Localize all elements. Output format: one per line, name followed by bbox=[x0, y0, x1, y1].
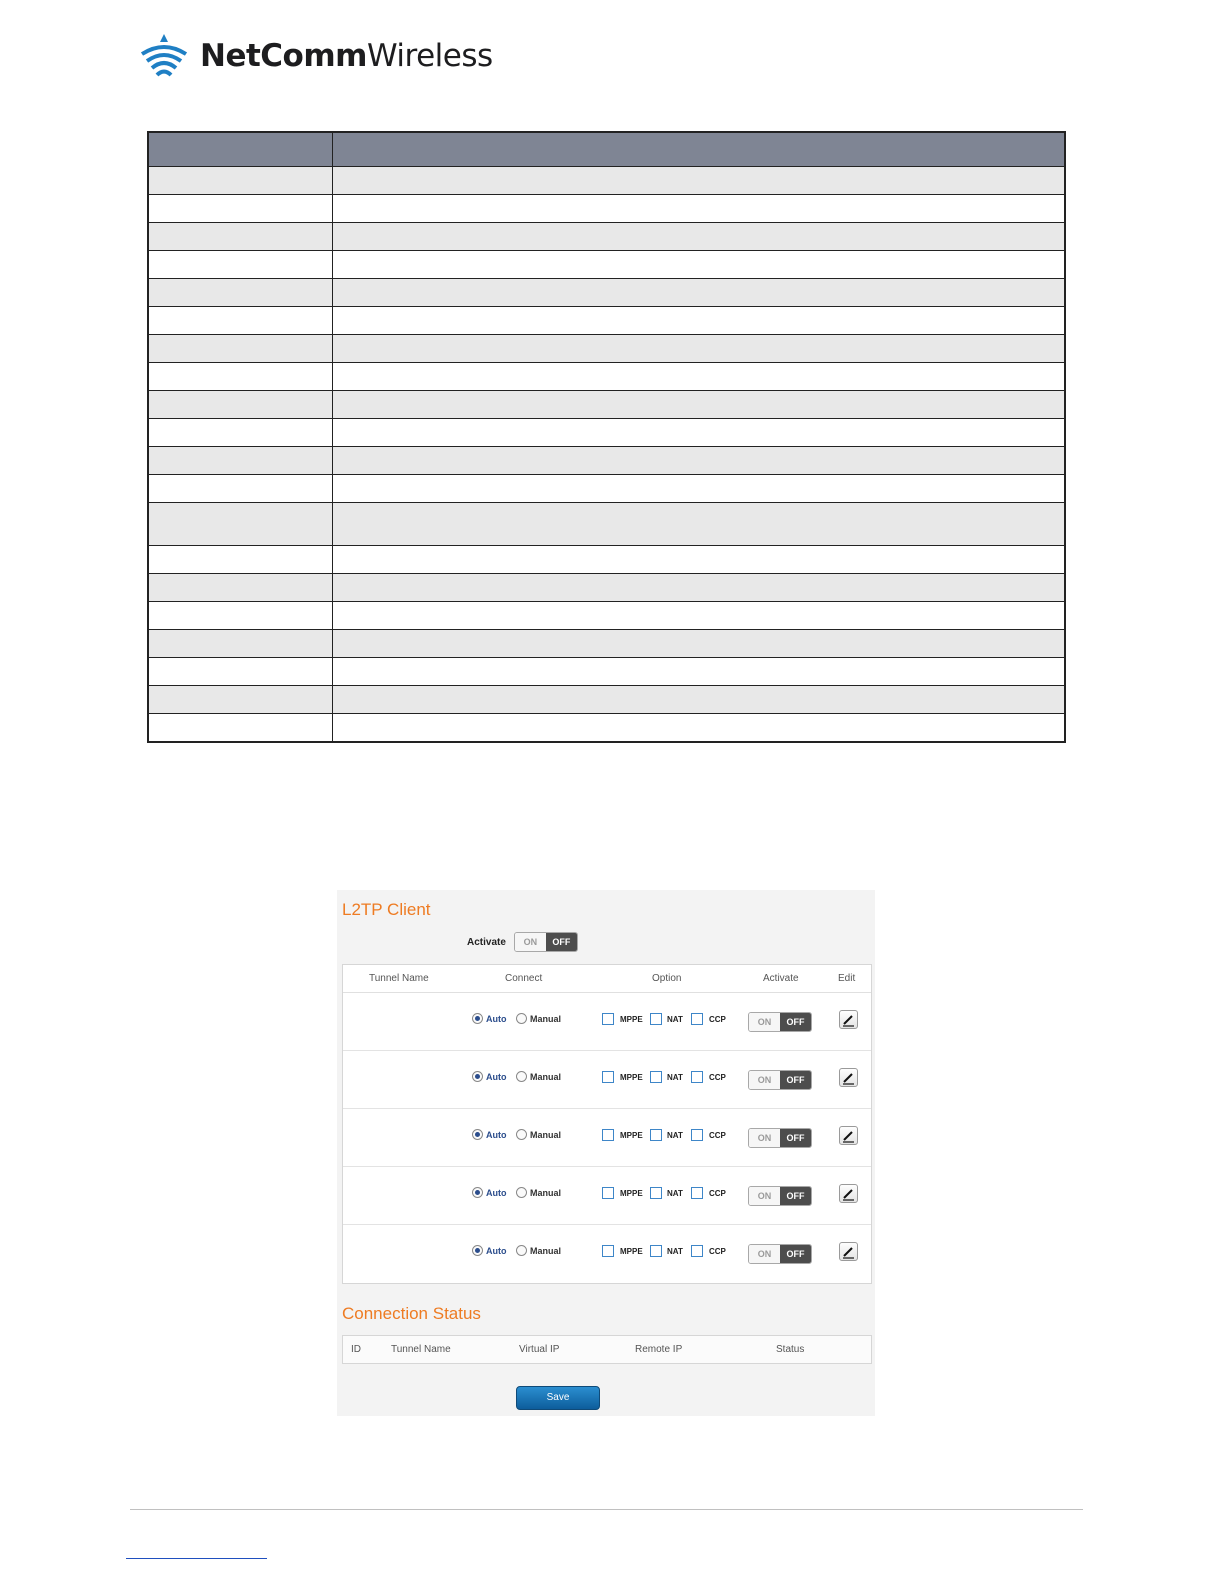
table-header-cell bbox=[333, 132, 1066, 167]
logo-wordmark: NetCommWireless bbox=[200, 38, 493, 74]
pencil-icon bbox=[840, 1127, 857, 1144]
footer-link-underline[interactable] bbox=[126, 1558, 267, 1559]
pencil-icon bbox=[840, 1185, 857, 1202]
connect-manual-radio[interactable] bbox=[516, 1129, 527, 1140]
mppe-checkbox[interactable] bbox=[602, 1187, 614, 1199]
ccp-checkbox[interactable] bbox=[691, 1013, 703, 1025]
nat-checkbox[interactable] bbox=[650, 1129, 662, 1141]
edit-button[interactable] bbox=[839, 1126, 858, 1145]
mppe-checkbox[interactable] bbox=[602, 1013, 614, 1025]
connect-manual-radio[interactable] bbox=[516, 1187, 527, 1198]
nat-checkbox[interactable] bbox=[650, 1187, 662, 1199]
connect-manual-radio[interactable] bbox=[516, 1013, 527, 1024]
col-id: ID bbox=[351, 1344, 361, 1355]
global-activate-row bbox=[467, 932, 578, 952]
table-header-cell bbox=[148, 132, 333, 167]
connection-status-title: Connection Status bbox=[342, 1304, 481, 1323]
document-table bbox=[147, 131, 1066, 743]
mppe-checkbox[interactable] bbox=[602, 1129, 614, 1141]
connect-auto-radio[interactable] bbox=[472, 1071, 483, 1082]
connect-auto-radio[interactable] bbox=[472, 1013, 483, 1024]
edit-button[interactable] bbox=[839, 1242, 858, 1261]
pencil-icon bbox=[840, 1243, 857, 1260]
l2tp-client-panel bbox=[337, 890, 875, 1416]
tunnel-activate-toggle[interactable]: ON OFF bbox=[748, 1128, 812, 1148]
col-option: Option bbox=[652, 973, 682, 984]
connect-auto-radio[interactable] bbox=[472, 1187, 483, 1198]
tunnel-table bbox=[342, 964, 872, 1284]
col-edit: Edit bbox=[838, 973, 856, 984]
tunnel-activate-toggle[interactable]: ON OFF bbox=[748, 1244, 812, 1264]
global-activate-toggle[interactable]: ON OFF bbox=[514, 932, 578, 952]
nat-checkbox[interactable] bbox=[650, 1245, 662, 1257]
connect-auto-radio[interactable] bbox=[472, 1129, 483, 1140]
pencil-icon bbox=[840, 1011, 857, 1028]
mppe-checkbox[interactable] bbox=[602, 1071, 614, 1083]
connect-manual-radio[interactable] bbox=[516, 1245, 527, 1256]
edit-button[interactable] bbox=[839, 1068, 858, 1087]
l2tp-client-title: L2TP Client bbox=[342, 900, 431, 919]
ccp-checkbox[interactable] bbox=[691, 1187, 703, 1199]
col-activate: Activate bbox=[763, 973, 799, 984]
edit-button[interactable] bbox=[839, 1184, 858, 1203]
save-button[interactable]: Save bbox=[516, 1386, 600, 1410]
col-status: Status bbox=[776, 1344, 805, 1355]
ccp-checkbox[interactable] bbox=[691, 1071, 703, 1083]
connect-manual-radio[interactable] bbox=[516, 1071, 527, 1082]
tunnel-row: Auto Manual MPPE NAT CCP ON OFF bbox=[343, 1166, 871, 1225]
col-connect: Connect bbox=[505, 973, 543, 984]
connection-status-table bbox=[342, 1335, 872, 1364]
nat-checkbox[interactable] bbox=[650, 1071, 662, 1083]
tunnel-activate-toggle[interactable]: ON OFF bbox=[748, 1186, 812, 1206]
tunnel-row: Auto Manual MPPE NAT CCP ON OFF bbox=[343, 1224, 871, 1282]
footer-divider bbox=[130, 1509, 1083, 1510]
col-virtual-ip: Virtual IP bbox=[519, 1344, 560, 1355]
ccp-checkbox[interactable] bbox=[691, 1245, 703, 1257]
tunnel-row: Auto Manual MPPE NAT CCP ON OFF bbox=[343, 1050, 871, 1109]
col-tunnel-name: Tunnel Name bbox=[369, 973, 429, 984]
tunnel-activate-toggle[interactable]: ON OFF bbox=[748, 1012, 812, 1032]
wifi-logo-icon bbox=[138, 32, 190, 80]
edit-button[interactable] bbox=[839, 1010, 858, 1029]
tunnel-row: Auto Manual MPPE NAT CCP ON OFF bbox=[343, 1108, 871, 1167]
col-status-tunnel-name: Tunnel Name bbox=[391, 1344, 451, 1355]
nat-checkbox[interactable] bbox=[650, 1013, 662, 1025]
tunnel-row: Auto Manual MPPE NAT CCP ON OFF bbox=[343, 992, 871, 1051]
col-remote-ip: Remote IP bbox=[635, 1344, 683, 1355]
ccp-checkbox[interactable] bbox=[691, 1129, 703, 1141]
netcomm-logo bbox=[138, 32, 493, 80]
activate-label: Activate bbox=[467, 936, 506, 948]
connect-auto-radio[interactable] bbox=[472, 1245, 483, 1256]
mppe-checkbox[interactable] bbox=[602, 1245, 614, 1257]
pencil-icon bbox=[840, 1069, 857, 1086]
tunnel-activate-toggle[interactable]: ON OFF bbox=[748, 1070, 812, 1090]
